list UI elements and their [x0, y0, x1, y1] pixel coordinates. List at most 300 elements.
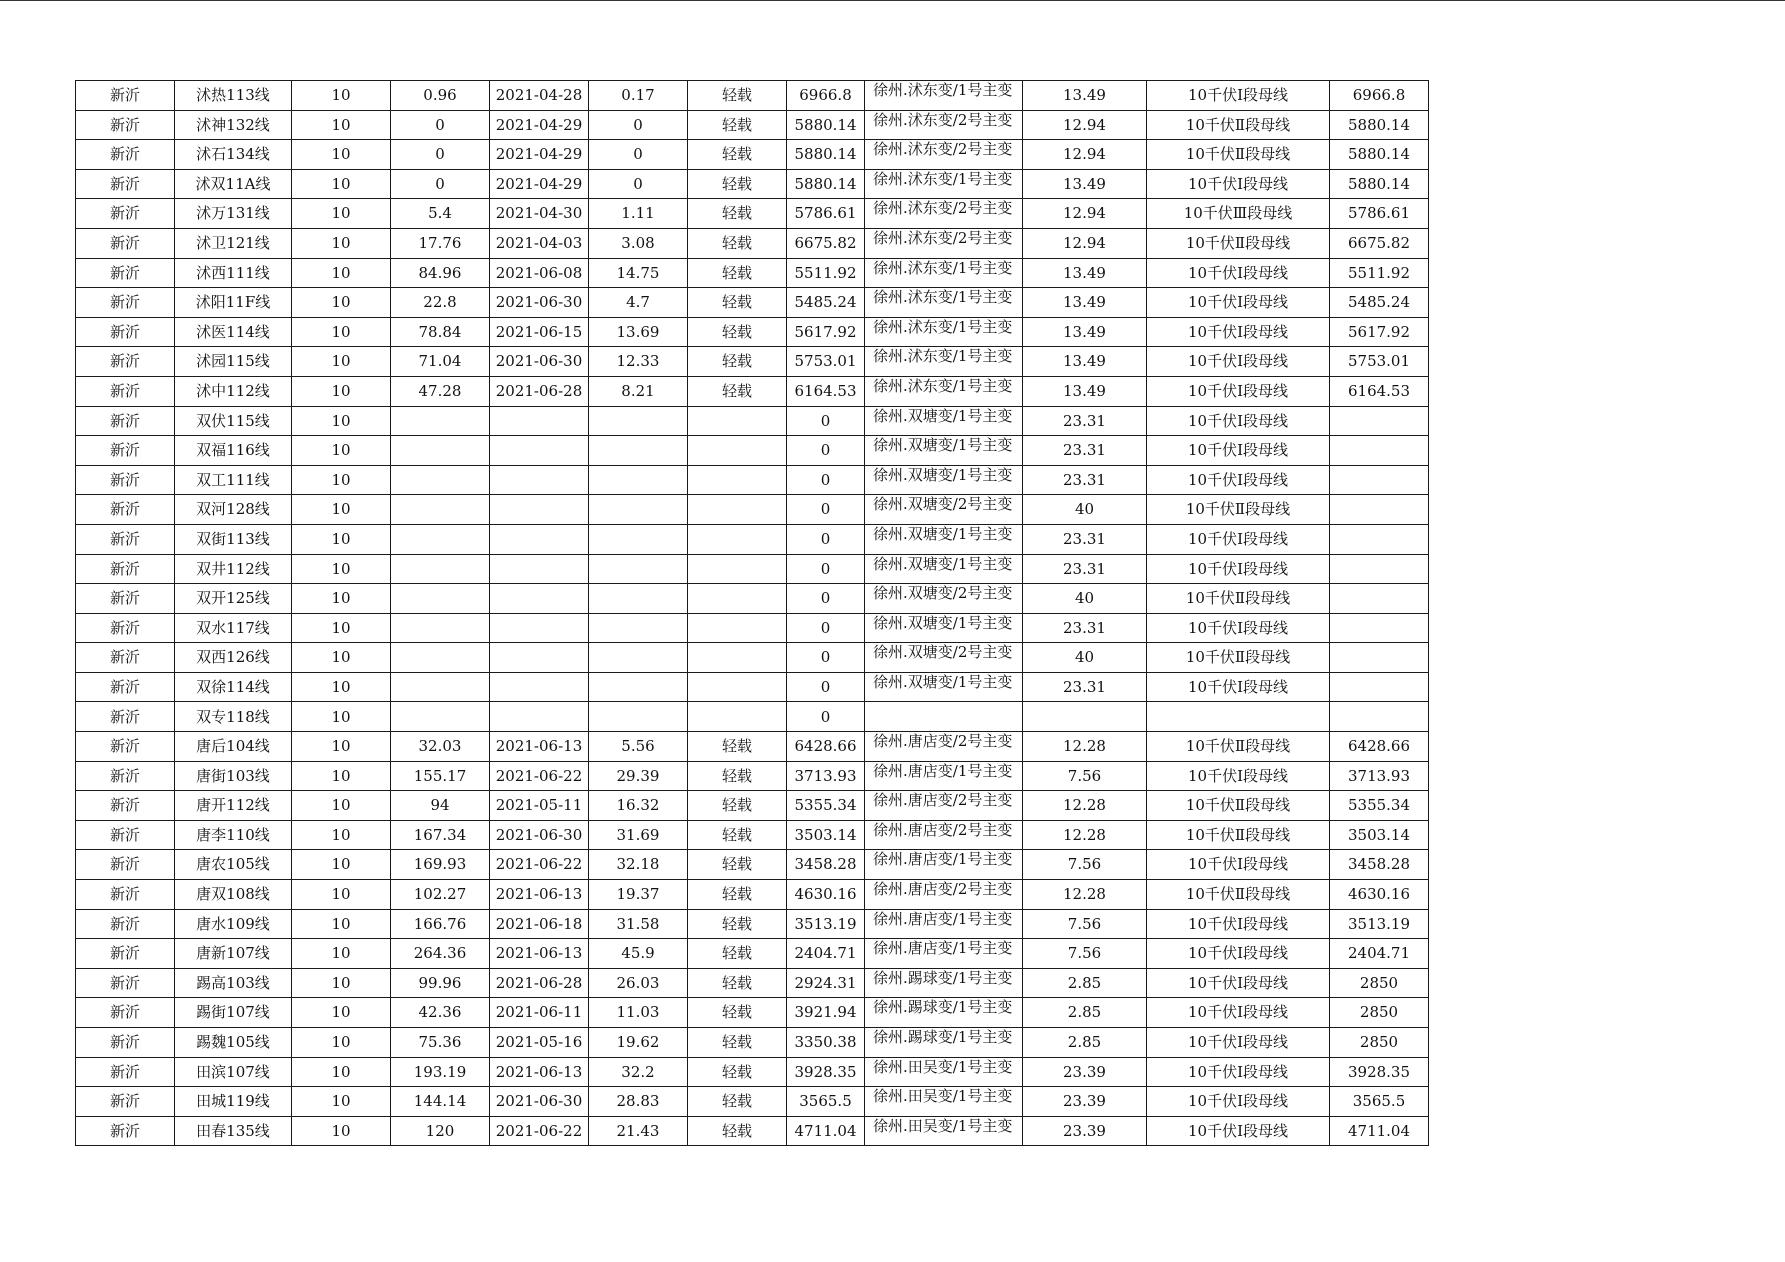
- cell-load-rate: [589, 524, 688, 554]
- cell-voltage: 10: [292, 110, 391, 140]
- cell-max-current: [391, 406, 490, 436]
- cell-substation: [865, 939, 1023, 969]
- cell-bus-capacity: [1023, 702, 1147, 732]
- cell-bus-capacity: 12.94: [1023, 140, 1147, 170]
- cell-available-capacity: [1330, 584, 1429, 614]
- table-row: [76, 199, 1429, 229]
- substation-text: 徐州.沭东变/2号主变: [873, 199, 1013, 218]
- cell-date: 2021-06-22: [490, 850, 589, 880]
- table-body: [76, 81, 1429, 1146]
- cell-load-rate: 32.18: [589, 850, 688, 880]
- cell-voltage: 10: [292, 199, 391, 229]
- cell-max-current: [391, 436, 490, 466]
- cell-load-rate: 12.33: [589, 347, 688, 377]
- cell-available-capacity: 5880.14: [1330, 110, 1429, 140]
- cell-date: 2021-06-22: [490, 761, 589, 791]
- cell-remaining-capacity: 6428.66: [787, 732, 865, 762]
- cell-max-current: 169.93: [391, 850, 490, 880]
- cell-bus-capacity: 23.31: [1023, 613, 1147, 643]
- cell-region: 新沂: [76, 376, 175, 406]
- cell-voltage: 10: [292, 850, 391, 880]
- cell-bus-capacity: 2.85: [1023, 998, 1147, 1028]
- substation-text: 徐州.踢球变/1号主变: [873, 998, 1013, 1017]
- substation-text: 徐州.沭东变/2号主变: [873, 228, 1013, 247]
- cell-bus-capacity: 40: [1023, 584, 1147, 614]
- cell-bus-capacity: 12.94: [1023, 228, 1147, 258]
- cell-bus: 10千伏Ⅰ段母线: [1147, 1057, 1330, 1087]
- cell-voltage: 10: [292, 584, 391, 614]
- cell-load-status: 轻载: [688, 998, 787, 1028]
- substation-text: 徐州.田吴变/1号主变: [873, 1087, 1013, 1106]
- table-row: [76, 169, 1429, 199]
- cell-line: 唐李110线: [175, 820, 292, 850]
- substation-text: 徐州.唐店变/1号主变: [873, 909, 1013, 928]
- cell-substation: [865, 761, 1023, 791]
- cell-load-rate: [589, 436, 688, 466]
- cell-load-status: 轻载: [688, 909, 787, 939]
- cell-voltage: 10: [292, 939, 391, 969]
- table-row: [76, 761, 1429, 791]
- cell-bus-capacity: 12.28: [1023, 732, 1147, 762]
- cell-voltage: 10: [292, 1057, 391, 1087]
- cell-voltage: 10: [292, 288, 391, 318]
- cell-substation: [865, 317, 1023, 347]
- cell-bus: 10千伏Ⅰ段母线: [1147, 998, 1330, 1028]
- cell-load-rate: 21.43: [589, 1116, 688, 1146]
- cell-region: 新沂: [76, 1057, 175, 1087]
- table-row: [76, 288, 1429, 318]
- cell-remaining-capacity: 6675.82: [787, 228, 865, 258]
- cell-line: 沭卫121线: [175, 228, 292, 258]
- cell-line: 双西126线: [175, 643, 292, 673]
- cell-region: 新沂: [76, 199, 175, 229]
- cell-line: 双福116线: [175, 436, 292, 466]
- cell-max-current: [391, 584, 490, 614]
- cell-bus: 10千伏Ⅰ段母线: [1147, 406, 1330, 436]
- substation-text: 徐州.唐店变/1号主变: [873, 939, 1013, 958]
- cell-bus: 10千伏Ⅰ段母线: [1147, 968, 1330, 998]
- cell-max-current: [391, 702, 490, 732]
- cell-max-current: [391, 465, 490, 495]
- cell-voltage: 10: [292, 998, 391, 1028]
- cell-load-status: 轻载: [688, 880, 787, 910]
- table-row: [76, 258, 1429, 288]
- cell-date: [490, 643, 589, 673]
- cell-voltage: 10: [292, 347, 391, 377]
- table-row: [76, 909, 1429, 939]
- cell-voltage: 10: [292, 1116, 391, 1146]
- cell-bus: 10千伏Ⅰ段母线: [1147, 347, 1330, 377]
- cell-region: 新沂: [76, 554, 175, 584]
- cell-bus-capacity: 12.28: [1023, 880, 1147, 910]
- cell-date: [490, 495, 589, 525]
- substation-text: 徐州.双塘变/1号主变: [873, 554, 1013, 573]
- cell-region: 新沂: [76, 495, 175, 525]
- table-row: [76, 1087, 1429, 1117]
- cell-substation: [865, 258, 1023, 288]
- cell-line: 沭万131线: [175, 199, 292, 229]
- cell-bus-capacity: 40: [1023, 495, 1147, 525]
- cell-bus: 10千伏Ⅰ段母线: [1147, 436, 1330, 466]
- cell-date: [490, 702, 589, 732]
- cell-available-capacity: 5880.14: [1330, 140, 1429, 170]
- cell-load-rate: 5.56: [589, 732, 688, 762]
- cell-remaining-capacity: 5880.14: [787, 140, 865, 170]
- cell-available-capacity: [1330, 672, 1429, 702]
- cell-line: 田春135线: [175, 1116, 292, 1146]
- table-row: [76, 1116, 1429, 1146]
- cell-bus-capacity: 23.39: [1023, 1057, 1147, 1087]
- cell-line: 双工111线: [175, 465, 292, 495]
- cell-load-status: 轻载: [688, 81, 787, 111]
- cell-bus-capacity: 23.31: [1023, 524, 1147, 554]
- cell-available-capacity: 5485.24: [1330, 288, 1429, 318]
- cell-bus: 10千伏Ⅰ段母线: [1147, 317, 1330, 347]
- cell-load-status: 轻载: [688, 376, 787, 406]
- cell-max-current: 32.03: [391, 732, 490, 762]
- cell-available-capacity: 5880.14: [1330, 169, 1429, 199]
- cell-bus-capacity: 23.31: [1023, 436, 1147, 466]
- substation-text: 徐州.田吴变/1号主变: [873, 1116, 1013, 1135]
- cell-date: 2021-06-30: [490, 1087, 589, 1117]
- cell-substation: [865, 465, 1023, 495]
- cell-available-capacity: 3928.35: [1330, 1057, 1429, 1087]
- cell-line: 田滨107线: [175, 1057, 292, 1087]
- cell-line: 双伏115线: [175, 406, 292, 436]
- cell-max-current: [391, 643, 490, 673]
- cell-substation: [865, 110, 1023, 140]
- cell-max-current: 167.34: [391, 820, 490, 850]
- cell-load-status: [688, 672, 787, 702]
- cell-available-capacity: 5617.92: [1330, 317, 1429, 347]
- cell-bus-capacity: 13.49: [1023, 347, 1147, 377]
- cell-region: 新沂: [76, 998, 175, 1028]
- cell-bus-capacity: 12.28: [1023, 820, 1147, 850]
- substation-text: 徐州.沭东变/1号主变: [873, 169, 1013, 188]
- cell-bus-capacity: 23.39: [1023, 1087, 1147, 1117]
- cell-available-capacity: [1330, 613, 1429, 643]
- cell-region: 新沂: [76, 288, 175, 318]
- cell-bus: 10千伏Ⅰ段母线: [1147, 1116, 1330, 1146]
- cell-remaining-capacity: 5880.14: [787, 110, 865, 140]
- cell-substation: [865, 880, 1023, 910]
- cell-line: 双徐114线: [175, 672, 292, 702]
- cell-available-capacity: 6966.8: [1330, 81, 1429, 111]
- table-row: [76, 880, 1429, 910]
- cell-region: 新沂: [76, 1087, 175, 1117]
- cell-load-status: 轻载: [688, 258, 787, 288]
- cell-bus: 10千伏Ⅱ段母线: [1147, 584, 1330, 614]
- cell-available-capacity: 5786.61: [1330, 199, 1429, 229]
- cell-date: 2021-05-11: [490, 791, 589, 821]
- substation-text: 徐州.双塘变/2号主变: [873, 643, 1013, 662]
- cell-substation: [865, 495, 1023, 525]
- cell-remaining-capacity: 3713.93: [787, 761, 865, 791]
- cell-date: 2021-06-30: [490, 347, 589, 377]
- cell-substation: [865, 672, 1023, 702]
- cell-line: 踢街107线: [175, 998, 292, 1028]
- cell-voltage: 10: [292, 465, 391, 495]
- cell-load-rate: 28.83: [589, 1087, 688, 1117]
- cell-substation: [865, 820, 1023, 850]
- table-row: [76, 81, 1429, 111]
- cell-load-rate: 31.69: [589, 820, 688, 850]
- cell-bus-capacity: 12.94: [1023, 199, 1147, 229]
- cell-max-current: 102.27: [391, 880, 490, 910]
- cell-available-capacity: 3503.14: [1330, 820, 1429, 850]
- cell-voltage: 10: [292, 554, 391, 584]
- cell-bus: 10千伏Ⅰ段母线: [1147, 1087, 1330, 1117]
- cell-load-status: 轻载: [688, 110, 787, 140]
- cell-remaining-capacity: 5355.34: [787, 791, 865, 821]
- cell-voltage: 10: [292, 406, 391, 436]
- cell-load-status: [688, 465, 787, 495]
- page-top-rule: [0, 0, 1785, 1]
- cell-date: [490, 406, 589, 436]
- cell-load-status: 轻载: [688, 199, 787, 229]
- cell-date: 2021-04-30: [490, 199, 589, 229]
- cell-load-status: [688, 554, 787, 584]
- cell-load-rate: 32.2: [589, 1057, 688, 1087]
- cell-region: 新沂: [76, 909, 175, 939]
- cell-load-status: 轻载: [688, 1087, 787, 1117]
- cell-substation: [865, 288, 1023, 318]
- substation-text: 徐州.沭东变/2号主变: [873, 140, 1013, 159]
- cell-available-capacity: 6675.82: [1330, 228, 1429, 258]
- cell-bus: [1147, 702, 1330, 732]
- cell-load-status: 轻载: [688, 939, 787, 969]
- cell-voltage: 10: [292, 1087, 391, 1117]
- cell-bus: 10千伏Ⅰ段母线: [1147, 939, 1330, 969]
- cell-load-rate: 0: [589, 169, 688, 199]
- substation-text: 徐州.双塘变/1号主变: [873, 672, 1013, 691]
- cell-line: 踢魏105线: [175, 1028, 292, 1058]
- cell-load-rate: 8.21: [589, 376, 688, 406]
- cell-bus-capacity: 7.56: [1023, 939, 1147, 969]
- cell-remaining-capacity: 0: [787, 584, 865, 614]
- substation-text: 徐州.双塘变/2号主变: [873, 495, 1013, 514]
- cell-bus: 10千伏Ⅰ段母线: [1147, 672, 1330, 702]
- cell-load-status: 轻载: [688, 288, 787, 318]
- cell-max-current: [391, 613, 490, 643]
- cell-bus: 10千伏Ⅰ段母线: [1147, 1028, 1330, 1058]
- cell-voltage: 10: [292, 169, 391, 199]
- cell-substation: [865, 584, 1023, 614]
- cell-date: 2021-05-16: [490, 1028, 589, 1058]
- cell-remaining-capacity: 6966.8: [787, 81, 865, 111]
- cell-remaining-capacity: 6164.53: [787, 376, 865, 406]
- cell-remaining-capacity: 4711.04: [787, 1116, 865, 1146]
- cell-substation: [865, 1057, 1023, 1087]
- cell-date: 2021-04-29: [490, 140, 589, 170]
- table-row: [76, 850, 1429, 880]
- substation-text: 徐州.唐店变/1号主变: [873, 761, 1013, 780]
- cell-substation: [865, 140, 1023, 170]
- cell-region: 新沂: [76, 317, 175, 347]
- cell-voltage: 10: [292, 672, 391, 702]
- cell-line: 唐开112线: [175, 791, 292, 821]
- cell-available-capacity: 2850: [1330, 1028, 1429, 1058]
- cell-bus: 10千伏Ⅰ段母线: [1147, 850, 1330, 880]
- cell-load-rate: [589, 643, 688, 673]
- cell-line: 沭医114线: [175, 317, 292, 347]
- cell-load-rate: 0.17: [589, 81, 688, 111]
- cell-max-current: 166.76: [391, 909, 490, 939]
- cell-load-rate: 31.58: [589, 909, 688, 939]
- cell-voltage: 10: [292, 761, 391, 791]
- cell-bus: 10千伏Ⅲ段母线: [1147, 199, 1330, 229]
- cell-bus-capacity: 23.31: [1023, 406, 1147, 436]
- substation-text: 徐州.唐店变/2号主变: [873, 732, 1013, 751]
- cell-voltage: 10: [292, 436, 391, 466]
- cell-remaining-capacity: 3513.19: [787, 909, 865, 939]
- cell-load-rate: 0: [589, 110, 688, 140]
- cell-max-current: [391, 495, 490, 525]
- cell-load-status: 轻载: [688, 791, 787, 821]
- cell-bus-capacity: 23.31: [1023, 672, 1147, 702]
- cell-region: 新沂: [76, 81, 175, 111]
- cell-max-current: 78.84: [391, 317, 490, 347]
- cell-available-capacity: 2850: [1330, 998, 1429, 1028]
- cell-bus: 10千伏Ⅱ段母线: [1147, 732, 1330, 762]
- cell-region: 新沂: [76, 761, 175, 791]
- cell-voltage: 10: [292, 258, 391, 288]
- cell-remaining-capacity: 3928.35: [787, 1057, 865, 1087]
- cell-load-rate: 45.9: [589, 939, 688, 969]
- cell-max-current: 22.8: [391, 288, 490, 318]
- substation-text: 徐州.踢球变/1号主变: [873, 968, 1013, 987]
- cell-load-rate: 29.39: [589, 761, 688, 791]
- cell-bus-capacity: 13.49: [1023, 169, 1147, 199]
- cell-max-current: 84.96: [391, 258, 490, 288]
- cell-load-rate: 14.75: [589, 258, 688, 288]
- substation-text: 徐州.踢球变/1号主变: [873, 1028, 1013, 1046]
- cell-remaining-capacity: 5617.92: [787, 317, 865, 347]
- table-row: [76, 554, 1429, 584]
- cell-date: [490, 584, 589, 614]
- cell-available-capacity: 3513.19: [1330, 909, 1429, 939]
- cell-bus-capacity: 7.56: [1023, 761, 1147, 791]
- cell-available-capacity: [1330, 554, 1429, 584]
- cell-load-rate: [589, 406, 688, 436]
- cell-region: 新沂: [76, 968, 175, 998]
- cell-max-current: 120: [391, 1116, 490, 1146]
- cell-line: 踢高103线: [175, 968, 292, 998]
- cell-remaining-capacity: 0: [787, 672, 865, 702]
- cell-load-status: [688, 524, 787, 554]
- cell-voltage: 10: [292, 317, 391, 347]
- cell-remaining-capacity: 2404.71: [787, 939, 865, 969]
- substation-text: 徐州.沭东变/1号主变: [873, 317, 1013, 336]
- cell-load-rate: [589, 672, 688, 702]
- cell-date: [490, 465, 589, 495]
- cell-substation: [865, 791, 1023, 821]
- cell-bus-capacity: 23.31: [1023, 465, 1147, 495]
- cell-region: 新沂: [76, 613, 175, 643]
- cell-substation: [865, 968, 1023, 998]
- cell-region: 新沂: [76, 110, 175, 140]
- cell-voltage: 10: [292, 643, 391, 673]
- cell-region: 新沂: [76, 169, 175, 199]
- cell-line: 沭神132线: [175, 110, 292, 140]
- substation-text: 徐州.双塘变/1号主变: [873, 436, 1013, 455]
- cell-substation: [865, 702, 1023, 732]
- cell-bus-capacity: 13.49: [1023, 288, 1147, 318]
- cell-load-rate: [589, 584, 688, 614]
- cell-bus: 10千伏Ⅰ段母线: [1147, 258, 1330, 288]
- cell-remaining-capacity: 0: [787, 554, 865, 584]
- cell-date: [490, 613, 589, 643]
- cell-max-current: 42.36: [391, 998, 490, 1028]
- cell-substation: [865, 376, 1023, 406]
- substation-text: 徐州.双塘变/1号主变: [873, 613, 1013, 632]
- cell-bus-capacity: 12.94: [1023, 110, 1147, 140]
- cell-substation: [865, 406, 1023, 436]
- cell-remaining-capacity: 0: [787, 643, 865, 673]
- cell-region: 新沂: [76, 820, 175, 850]
- cell-load-status: [688, 613, 787, 643]
- table-row: [76, 228, 1429, 258]
- cell-max-current: 75.36: [391, 1028, 490, 1058]
- cell-remaining-capacity: 3565.5: [787, 1087, 865, 1117]
- cell-line: 唐新107线: [175, 939, 292, 969]
- cell-date: 2021-06-11: [490, 998, 589, 1028]
- cell-date: 2021-06-08: [490, 258, 589, 288]
- cell-substation: [865, 1028, 1023, 1058]
- table-row: [76, 1057, 1429, 1087]
- cell-date: 2021-06-15: [490, 317, 589, 347]
- cell-available-capacity: [1330, 643, 1429, 673]
- cell-max-current: 0: [391, 140, 490, 170]
- cell-voltage: 10: [292, 820, 391, 850]
- cell-load-status: 轻载: [688, 228, 787, 258]
- substation-text: 徐州.沭东变/1号主变: [873, 258, 1013, 277]
- cell-line: 双水117线: [175, 613, 292, 643]
- cell-remaining-capacity: 0: [787, 524, 865, 554]
- cell-date: 2021-04-29: [490, 110, 589, 140]
- cell-region: 新沂: [76, 791, 175, 821]
- cell-load-rate: 0: [589, 140, 688, 170]
- table-row: [76, 436, 1429, 466]
- cell-bus: 10千伏Ⅱ段母线: [1147, 110, 1330, 140]
- cell-date: 2021-06-13: [490, 880, 589, 910]
- cell-date: 2021-06-30: [490, 820, 589, 850]
- cell-load-status: [688, 495, 787, 525]
- cell-remaining-capacity: 5753.01: [787, 347, 865, 377]
- cell-load-status: 轻载: [688, 317, 787, 347]
- cell-substation: [865, 524, 1023, 554]
- cell-voltage: 10: [292, 702, 391, 732]
- cell-bus-capacity: 2.85: [1023, 968, 1147, 998]
- cell-load-status: 轻载: [688, 1028, 787, 1058]
- cell-load-status: 轻载: [688, 140, 787, 170]
- cell-load-rate: [589, 613, 688, 643]
- cell-available-capacity: 3713.93: [1330, 761, 1429, 791]
- cell-remaining-capacity: 5511.92: [787, 258, 865, 288]
- table-row: [76, 317, 1429, 347]
- cell-line: 沭园115线: [175, 347, 292, 377]
- cell-max-current: 0: [391, 110, 490, 140]
- cell-bus: 10千伏Ⅰ段母线: [1147, 169, 1330, 199]
- cell-load-rate: 19.62: [589, 1028, 688, 1058]
- cell-load-status: [688, 584, 787, 614]
- cell-remaining-capacity: 0: [787, 465, 865, 495]
- cell-load-rate: 19.37: [589, 880, 688, 910]
- table-row: [76, 495, 1429, 525]
- cell-substation: [865, 732, 1023, 762]
- cell-voltage: 10: [292, 791, 391, 821]
- cell-bus: 10千伏Ⅰ段母线: [1147, 376, 1330, 406]
